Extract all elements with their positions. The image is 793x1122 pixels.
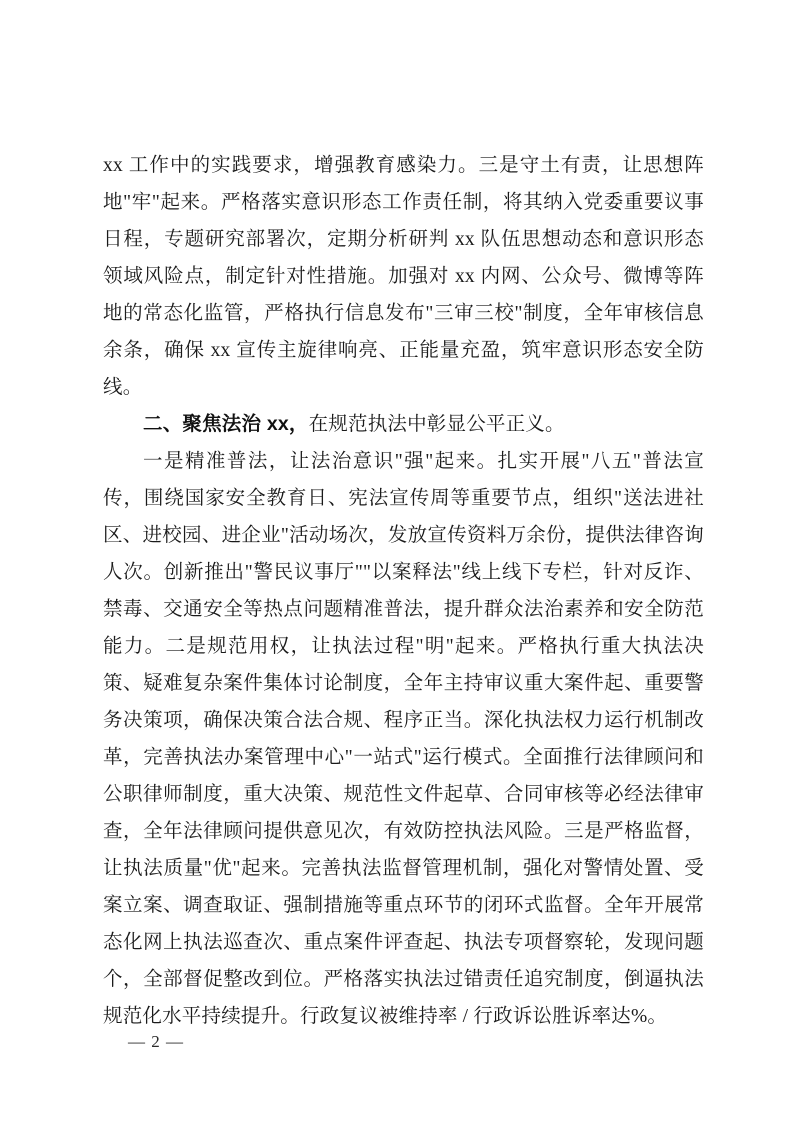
paragraph-body: 一是精准普法，让法治意识"强"起来。扎实开展"八五"普法宣传，围绕国家安全教育日、宪法宣传周等重要节点，组织"送法进社区、进校园、进企业"活动场次，发放宣传资料万余份，提供法律咨询人次。创新推出"警民议事厅""以案释法"线上线下专栏，针对反诈、禁毒、交通安全等热点问题精准普法，提升群众法治素养和安全防范能力。二是规范用权，让执法过程"明"起来。严格执行重大执法决策、疑难复杂案件集体讨论制度，全年主持审议重大案件起、重要警务决策项，确保决策合法合规、程序正当。深化执法权力运行机制改革，完善执法办案管理中心"一站式"运行模式。全面推行法律顾问和公职律师制度，重大决策、规范性文件起草、合同审核等必经法律审查，全年法律顾问提供意见次，有效防控执法风险。三是严格监督，让执法质量"优"起来。完善执法监督管理机制，强化对警情处置、受案立案、调查取证、强制措施等重点环节的闭环式监督。全年开展常态化网上执法巡查次、重点案件评查起、执法专项督察轮，发现问题个，全部督促整改到位。严格落实执法过错责任追究制度，倒逼执法规范化水平持续提升。行政复议被维持率 / 行政诉讼胜诉率达%。 <box>103 451 704 1027</box>
section-heading <box>103 406 704 443</box>
section-heading-subtitle: 在规范执法中彰显公平正义。 <box>308 414 565 435</box>
paragraph-continuation: xx 工作中的实践要求，增强教育感染力。三是守土有责，让思想阵地"牢"起来。严格落实意识形态工作责任制，将其纳入党委重要议事日程，专题研究部署次，定期分析研判 xx 队伍思想动态和意识形态领域风险点，制定针对性措施。加强对 xx 内网、公众号、微博等阵地的常态化监管，严格执行信息发布"三审三校"制度，全年审核信息余条，确保 xx 宣传主旋律响亮、正能量充盈，筑牢意识形态安全防线。 <box>103 155 704 398</box>
document-body <box>103 147 704 1035</box>
section-heading-title: 二、聚焦法治 xx， <box>143 413 309 435</box>
page-number: — 2 — <box>128 1032 184 1051</box>
